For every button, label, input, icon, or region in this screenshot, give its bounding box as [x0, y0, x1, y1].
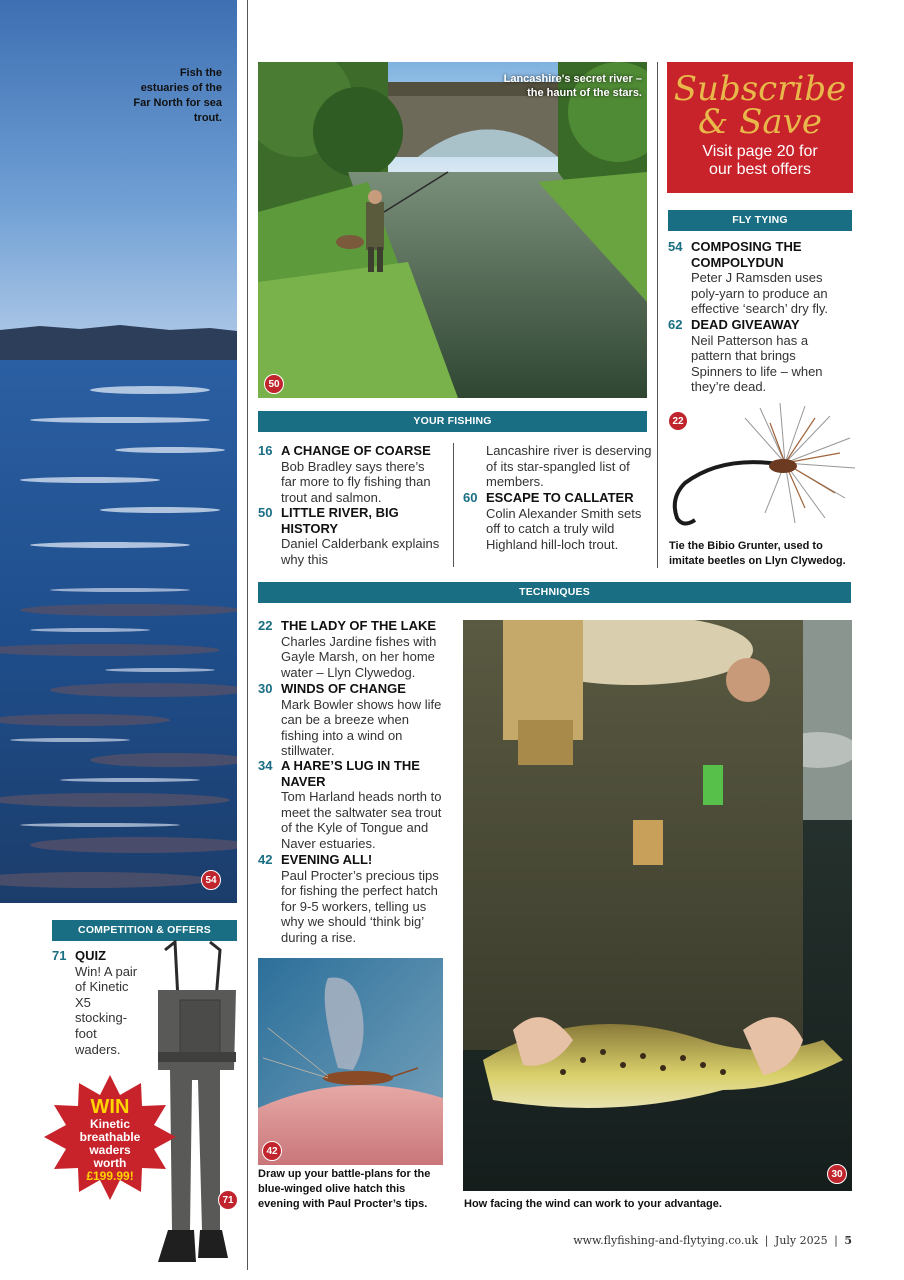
competition-offers-header: COMPETITION & OFFERS [52, 920, 237, 941]
entry-page-number: 30 [258, 681, 273, 696]
footer-page-number: 5 [844, 1234, 852, 1247]
subscribe-subtitle-2: our best offers [709, 161, 811, 178]
sea-trout-caption: Fish the estuaries of the Far North for sea trout. [133, 67, 222, 124]
subscribe-subtitle-1: Visit page 20 for [702, 143, 818, 160]
footer-url[interactable]: www.flyfishing-and-flytying.co.uk [573, 1234, 759, 1247]
bibio-grunter-fly-image [665, 398, 857, 538]
fly-tying-entry[interactable] [668, 317, 848, 395]
entry-title: A HARE’S LUG IN THE NAVER [281, 758, 420, 789]
entry-description: Charles Jardine fishes with Gayle Marsh, on her home water – Llyn Clywedog. [281, 633, 437, 680]
page-badge-42: 42 [262, 1141, 282, 1161]
column-divider-right [657, 62, 658, 568]
starburst-line-3: waders [89, 1143, 131, 1157]
bibio-grunter-caption: Tie the Bibio Grunter, used to imitate beetles on Llyn Clywedog. [669, 540, 846, 567]
techniques-header: TECHNIQUES [258, 582, 851, 603]
your-fishing-entry[interactable] [463, 490, 653, 552]
page-badge-71: 71 [218, 1190, 238, 1210]
entry-page-number: 71 [52, 948, 67, 963]
entry-description: Peter J Ramsden uses poly-yarn to produce an effective ‘search’ dry fly. [691, 270, 829, 317]
fly-tying-entry[interactable] [668, 239, 848, 317]
sea-trout-estuary-photo [0, 0, 237, 903]
techniques-entry[interactable] [258, 618, 448, 680]
starburst-win: WIN [90, 1096, 130, 1118]
page-badge-50: 50 [264, 374, 284, 394]
entry-page-number: 22 [258, 618, 273, 633]
your-fishing-entry-continued[interactable] [463, 443, 653, 490]
entry-description: Mark Bowler shows how life can be a breeze when fishing into a wind on stillwater. [281, 696, 442, 759]
entry-title: WINDS OF CHANGE [281, 681, 406, 696]
entry-title: LITTLE RIVER, BIG HISTORY [281, 505, 399, 536]
entry-title: THE LADY OF THE LAKE [281, 618, 437, 633]
your-fishing-entry[interactable] [258, 505, 443, 567]
lancashire-river-photo [258, 62, 647, 398]
techniques-entry[interactable] [258, 758, 448, 852]
entry-page-number: 34 [258, 758, 273, 773]
starburst-line-1: Kinetic [89, 1117, 130, 1131]
entry-title: QUIZ [75, 948, 107, 963]
entry-description: Lancashire river is deserving of its star-spangled list of members. [486, 443, 652, 490]
subscribe-title: Subscribe [673, 69, 847, 109]
entry-title: DEAD GIVEAWAY [691, 317, 800, 332]
entry-description: Daniel Calderbank explains why this [281, 536, 440, 567]
your-fishing-column-divider [453, 443, 454, 567]
fly-tying-header: FLY TYING [668, 210, 852, 231]
blue-winged-olive-photo [258, 958, 443, 1165]
entry-description: Neil Patterson has a pattern that brings Spinners to life – when they’re dead. [691, 332, 823, 395]
save-title: & Save [698, 102, 822, 142]
techniques-entry[interactable] [258, 852, 448, 946]
entry-description: Tom Harland heads north to meet the saltwater sea trout of the Kyle of Tongue and Naver estuaries. [281, 789, 442, 851]
column-divider-left [247, 0, 248, 1270]
your-fishing-header: YOUR FISHING [258, 411, 647, 432]
entry-page-number: 54 [668, 239, 683, 254]
entry-description: Win! A pair of Kinetic X5 stocking-foot waders. [75, 963, 138, 1057]
subscribe-and-save-box[interactable] [667, 62, 853, 193]
starburst-line-2: breathable [79, 1130, 141, 1144]
techniques-entry[interactable] [258, 681, 448, 759]
footer-separator: | [764, 1234, 769, 1247]
starburst-price: £199.99! [86, 1169, 134, 1183]
footer-date: July 2025 [774, 1234, 828, 1247]
entry-page-number: 50 [258, 505, 273, 520]
entry-page-number: 42 [258, 852, 273, 867]
entry-description: Paul Procter’s precious tips for fishing the perfect hatch for 9-5 workers, telling us why we should ‘think big’ during a rise. [281, 867, 439, 945]
win-starburst[interactable] [44, 1075, 176, 1200]
entry-title: EVENING ALL! [281, 852, 373, 867]
starburst-line-4: worth [93, 1156, 127, 1170]
entry-description: Bob Bradley says there’s far more to fly fishing than trout and salmon. [281, 458, 431, 505]
brown-trout-caption: How facing the wind can work to your advantage. [464, 1198, 722, 1210]
entry-page-number: 16 [258, 443, 273, 458]
entry-title: COMPOSING THE COMPOLYDUN [691, 239, 802, 270]
brown-trout-photo [463, 620, 852, 1191]
entry-title: ESCAPE TO CALLATER [486, 490, 634, 505]
lancashire-river-caption: Lancashire's secret river – the haunt of the stars. [503, 73, 642, 99]
footer-separator: | [834, 1234, 838, 1247]
page-badge-22: 22 [668, 411, 688, 431]
quiz-entry[interactable] [52, 948, 142, 1057]
entry-page-number: 60 [463, 490, 478, 505]
entry-title: A CHANGE OF COARSE [281, 443, 431, 458]
entry-page-number: 62 [668, 317, 683, 332]
page-footer [560, 1234, 852, 1248]
page-badge-30: 30 [827, 1164, 847, 1184]
your-fishing-entry[interactable] [258, 443, 443, 505]
entry-description: Colin Alexander Smith sets off to catch a truly wild Highland hill-loch trout. [486, 505, 642, 552]
blue-winged-olive-caption: Draw up your battle-plans for the blue-winged olive hatch this evening with Paul Procter’s tips. [258, 1168, 431, 1210]
page-badge-54: 54 [201, 870, 221, 890]
